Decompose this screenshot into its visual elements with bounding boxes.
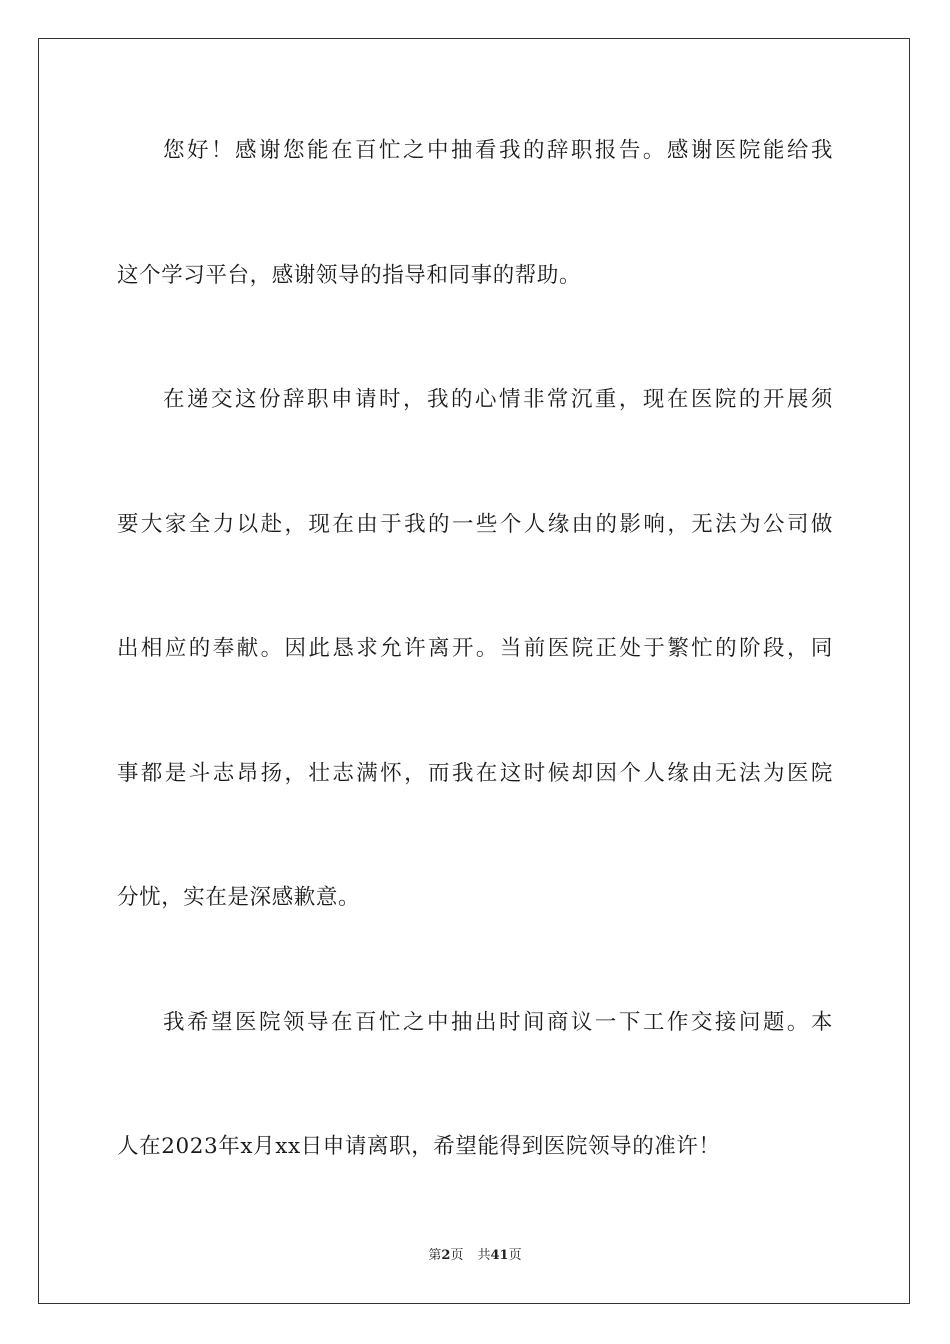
- paragraph-2-line-4: 事都是斗志昂扬，壮志满怀，而我在这时候却因个人缘由无法为医院: [117, 761, 833, 786]
- paragraph-3-line-2: 人在2023年x月xx日申请离职，希望能得到医院领导的准许！: [117, 1134, 721, 1159]
- paragraph-2-line-2: 要大家全力以赴，现在由于我的一些个人缘由的影响，无法为公司做: [117, 512, 833, 537]
- paragraph-2-line-3: 出相应的奉献。因此恳求允许离开。当前医院正处于繁忙的阶段，同: [117, 636, 833, 661]
- paragraph-1-line-1: 您好！感谢您能在百忙之中抽看我的辞职报告。感谢医院能给我: [163, 138, 833, 163]
- total-prefix: 共: [477, 1248, 491, 1263]
- page-number: 2: [441, 1248, 451, 1263]
- total-suffix: 页: [508, 1248, 522, 1263]
- total-pages: 41: [490, 1248, 509, 1263]
- paragraph-2-line-1: 在递交这份辞职申请时，我的心情非常沉重，现在医院的开展须: [163, 387, 833, 412]
- paragraph-2-line-5: 分忧，实在是深感歉意。: [117, 885, 361, 910]
- paragraph-3-line-1: 我希望医院领导在百忙之中抽出时间商议一下工作交接问题。本: [163, 1010, 833, 1035]
- page-footer: [0, 1247, 950, 1265]
- page-prefix: 第: [428, 1248, 442, 1263]
- paragraph-1-line-2: 这个学习平台，感谢领导的指导和同事的帮助。: [117, 263, 582, 288]
- page-border: [38, 38, 910, 1304]
- page-suffix: 页: [450, 1248, 464, 1263]
